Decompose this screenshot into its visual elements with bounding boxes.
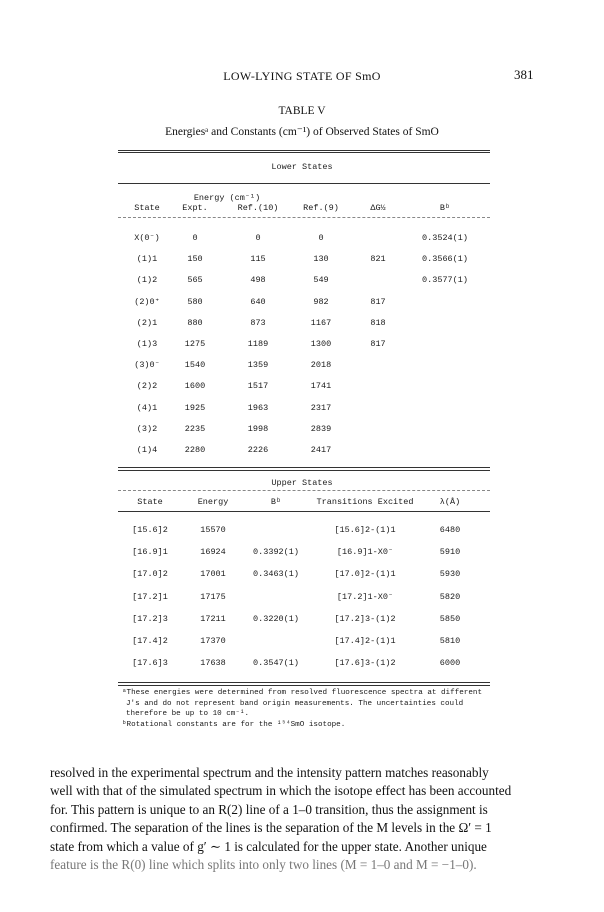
upper-cell-lambda: 5810 [439, 636, 461, 646]
upper-cell-transitions: [17.2]3-(1)2 [334, 613, 396, 624]
upper-cell-energy: 17175 [200, 591, 226, 602]
table-top-rule [118, 150, 490, 151]
page-number: 381 [514, 67, 534, 82]
lower-cell-ref9: 549 [313, 275, 329, 286]
lower-cell-ref9: 982 [313, 296, 329, 307]
lower-cell-ref10: 640 [250, 296, 266, 307]
upper-cell-transitions: [17.6]3-(1)2 [334, 658, 396, 669]
lower-cell-state: (2)0⁺ [134, 296, 160, 307]
upper-cell-energy: 17211 [200, 613, 226, 624]
upper-cell-energy: 17370 [200, 636, 226, 646]
upper-cell-transitions: [15.6]2-(1)1 [334, 525, 396, 535]
footnote-a-line-1: ᵃThese energies were determined from resolved fluorescence spectra at different [122, 689, 483, 697]
lower-cell-ref10: 1189 [247, 339, 269, 349]
lower-cell-ref9: 2417 [310, 445, 332, 455]
lower-cell-state: X(0⁻) [134, 233, 160, 243]
body-line-6: feature is the R(0) line which splits into only two lines (M = 1–0 and M = −1–0). [50, 857, 477, 873]
table-top-rule-double [118, 152, 490, 153]
header-expt: Expt. [182, 203, 208, 213]
lower-cell-ref10: 1517 [247, 381, 269, 392]
header-state: State [134, 203, 160, 213]
lower-bottom-rule [118, 467, 490, 468]
lower-cell-state: (1)4 [136, 445, 158, 455]
lower-cell-expt: 565 [187, 275, 203, 286]
table-label: TABLE V [278, 105, 326, 117]
upper-header-b: Bᵇ [270, 497, 282, 507]
body-paragraph [50, 764, 560, 874]
lower-cell-ref10: 1998 [247, 423, 269, 434]
upper-cell-state: [17.2]1 [132, 591, 168, 602]
header-ref10: Ref.(10) [237, 203, 279, 213]
upper-cell-state: [17.2]3 [132, 613, 168, 624]
lower-cell-ref10: 0 [255, 233, 261, 243]
upper-cell-transitions: [17.4]2-(1)1 [334, 636, 396, 646]
footnote-a [122, 688, 492, 730]
lower-cell-expt: 1925 [184, 402, 206, 413]
lower-cell-delta-g: 821 [370, 254, 386, 265]
body-line-2: well with that of the simulated spectrum in which the isotope effect has been accounted [50, 783, 512, 799]
lower-cell-ref10: 2226 [247, 445, 269, 455]
lower-bottom-rule-double [118, 470, 490, 471]
lower-header-rule [118, 183, 490, 184]
upper-cell-b: 0.3392(1) [253, 547, 299, 558]
upper-cell-state: [17.0]2 [132, 569, 168, 580]
lower-cell-state: (2)2 [136, 381, 158, 392]
upper-header-lambda: λ(Å) [439, 497, 461, 507]
lower-cell-delta-g: 817 [370, 339, 386, 349]
lower-cell-expt: 880 [187, 317, 203, 328]
upper-cell-lambda: 6480 [439, 525, 461, 535]
lower-cell-ref9: 1167 [310, 317, 332, 328]
upper-cell-b: 0.3547(1) [253, 658, 299, 669]
lower-states-title: Lower States [271, 162, 333, 172]
body-line-3: for. This pattern is unique to an R(2) line of a 1–0 transition, thus the assignment is [50, 801, 488, 817]
upper-cell-lambda: 6000 [439, 658, 461, 669]
upper-cell-b: 0.3220(1) [253, 613, 299, 624]
lower-cell-ref10: 1963 [247, 402, 269, 413]
upper-cell-state: [17.4]2 [132, 636, 168, 646]
lower-cell-ref9: 130 [313, 254, 329, 265]
lower-cell-ref10: 115 [250, 254, 266, 265]
upper-cell-b: 0.3463(1) [253, 569, 299, 580]
lower-cell-ref10: 1359 [247, 360, 269, 371]
lower-cell-expt: 1540 [184, 360, 206, 371]
upper-cell-energy: 16924 [200, 547, 226, 558]
upper-cell-transitions: [17.0]2-(1)1 [334, 569, 396, 580]
lower-cell-ref9: 1741 [310, 381, 332, 392]
footnote-a-line-2: J's and do not represent band origin measurements. The uncertainties could [126, 699, 464, 708]
lower-cell-b: 0.3577(1) [422, 275, 468, 286]
upper-cell-state: [16.9]1 [132, 547, 168, 558]
upper-cell-energy: 17638 [200, 658, 226, 669]
lower-cell-state: (1)2 [136, 275, 158, 286]
upper-cell-lambda: 5910 [439, 547, 461, 558]
lower-cell-expt: 1275 [184, 339, 206, 349]
upper-cell-lambda: 5820 [439, 591, 461, 602]
lower-cell-expt: 2235 [184, 423, 206, 434]
upper-cell-state: [15.6]2 [132, 525, 168, 535]
header-energy-group: Energy (cm⁻¹) [193, 193, 261, 203]
lower-cell-ref9: 1300 [310, 339, 332, 349]
lower-cell-expt: 0 [192, 233, 198, 243]
lower-cell-b: 0.3524(1) [422, 233, 468, 243]
upper-cell-energy: 17001 [200, 569, 226, 580]
upper-cell-transitions: [17.2]1-X0⁻ [336, 591, 394, 602]
upper-cell-transitions: [16.9]1-X0⁻ [336, 547, 394, 558]
upper-states-title: Upper States [271, 478, 333, 488]
body-line-1: resolved in the experimental spectrum and the intensity pattern matches reasonably [50, 765, 489, 780]
lower-cell-state: (3)2 [136, 423, 158, 434]
lower-cell-delta-g: 818 [370, 317, 386, 328]
lower-cell-expt: 580 [187, 296, 203, 307]
body-line-4: confirmed. The separation of the lines is the separation of the M levels in the Ω′ = 1 [50, 820, 492, 836]
table-caption: Energiesᵃ and Constants (cm⁻¹) of Observed States of SmO [165, 126, 439, 138]
upper-header-energy: Energy [197, 497, 229, 507]
lower-cell-expt: 2280 [184, 445, 206, 455]
lower-cell-ref9: 2317 [310, 402, 332, 413]
lower-cell-state: (1)3 [136, 339, 158, 349]
table-bottom-rule [118, 682, 490, 683]
lower-cell-ref10: 498 [250, 275, 266, 286]
header-delta-g: ΔG½ [370, 203, 386, 213]
lower-cell-state: (1)1 [136, 254, 158, 265]
upper-cell-energy: 15570 [200, 525, 226, 535]
lower-cell-expt: 1600 [184, 381, 206, 392]
lower-cell-b: 0.3566(1) [422, 254, 468, 265]
body-line-5: state from which a value of g′ ∼ 1 is calculated for the upper state. Another unique [50, 838, 487, 854]
lower-cell-ref9: 0 [318, 233, 324, 243]
footnote-b-line-1: ᵇRotational constants are for the ¹⁵⁴SmO isotope. [122, 720, 346, 729]
upper-cell-state: [17.6]3 [132, 658, 168, 669]
upper-header-rule [118, 511, 490, 512]
lower-cell-ref9: 2839 [310, 423, 332, 434]
lower-header-dashed-rule [118, 217, 490, 218]
table-bottom-rule-double [118, 685, 490, 686]
header-ref9: Ref.(9) [303, 203, 339, 213]
upper-header-transitions: Transitions Excited [316, 497, 414, 507]
lower-cell-delta-g: 817 [370, 296, 386, 307]
upper-cell-lambda: 5850 [439, 613, 461, 624]
upper-header-state: State [137, 497, 163, 507]
header-b: Bᵇ [439, 203, 451, 213]
upper-cell-lambda: 5930 [439, 569, 461, 580]
upper-title-dashed-rule [118, 490, 490, 491]
lower-cell-state: (2)1 [136, 317, 158, 328]
lower-cell-ref9: 2018 [310, 360, 332, 371]
running-header: LOW-LYING STATE OF SmO [223, 69, 381, 83]
lower-cell-state: (3)0⁻ [134, 360, 160, 371]
lower-cell-expt: 150 [187, 254, 203, 265]
lower-cell-ref10: 873 [250, 317, 266, 328]
footnote-a-line-3: therefore be up to 10 cm⁻¹. [126, 710, 250, 718]
lower-cell-state: (4)1 [136, 402, 158, 413]
